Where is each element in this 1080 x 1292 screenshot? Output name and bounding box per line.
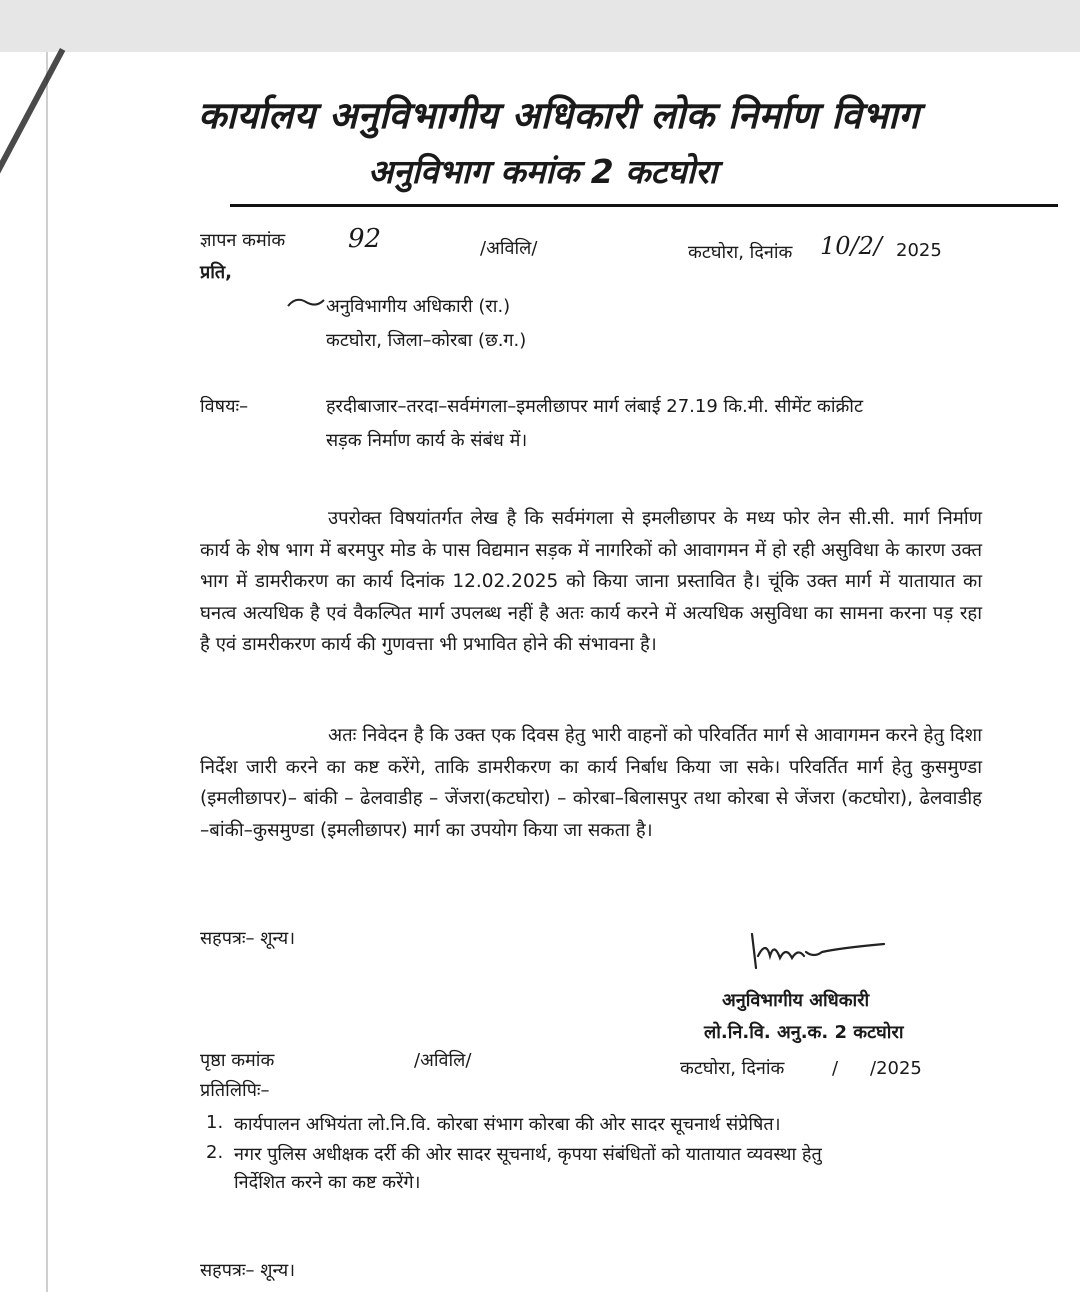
subject-line-2: सड़क निर्माण कार्य के संबंध में।: [326, 430, 528, 451]
copy-item-2-text-line-2: निर्देशित करने का कष्ट करेंगे।: [234, 1172, 421, 1193]
header-rule: [230, 204, 1058, 207]
office-subheading: अनुविभाग कमांक 2 कटघोरा: [368, 152, 718, 191]
memo-date-handwritten: 10/2/: [820, 232, 882, 260]
endorsement-date-blank: /: [832, 1058, 839, 1079]
endorsement-label: पृष्ठा कमांक: [200, 1050, 275, 1071]
copy-item-1-number: 1.: [206, 1112, 224, 1133]
recipient-line-1: अनुविभागीय अधिकारी (रा.): [326, 296, 511, 317]
copy-item-2-number: 2.: [206, 1142, 224, 1163]
office-heading: कार्यालय अनुविभागीय अधिकारी लोक निर्माण विभाग: [198, 94, 920, 137]
copy-item-2-text-line-1: नगर पुलिस अधीक्षक दर्री की ओर सादर सूचनार्थ, कृपया संबंधितों को यातायात व्यवस्था हेतु: [234, 1144, 822, 1165]
body-paragraph-1: उपरोक्त विषयांतर्गत लेख है कि सर्वमंगला से इमलीछापर के मध्य फोर लेन सी.सी. मार्ग निर्माण कार्य के शेष भाग में बरमपुर मोड के पास विद्यमान सड़क में नागरिकों को आवागमन में हो रही असुविधा के कारण उक्त भाग में डामरीकरण का कार्य दिनांक 12.02.2025 को किया जाना प्रस्तावित है। चूंकि उक्त मार्ग में यातायात का घनत्व अत्यधिक है एवं वैकल्पित मार्ग उपलब्ध नहीं है अतः कार्य करने में अत्यधिक असुविधा का सामना करना पड़ रहा है एवं डामरीकरण कार्य की गुणवत्ता भी प्रभावित होने की संभावना है।: [200, 508, 982, 655]
copy-label: प्रतिलिपिः–: [200, 1080, 270, 1101]
copy-item-1-text: कार्यपालन अभियंता लो.नि.वि. कोरबा संभाग कोरबा की ओर सादर सूचनार्थ संप्रेषित।: [234, 1114, 781, 1135]
viewer-top-bar: [0, 0, 1080, 52]
enclosure-2: सहपत्रः– शून्य।: [200, 1260, 296, 1281]
subject-line-1: हरदीबाजार–तरदा–सर्वमंगला–इमलीछापर मार्ग लंबाई 27.19 कि.मी. सीमेंट कांक्रीट: [326, 396, 864, 417]
scan-page-edge: [46, 52, 48, 1292]
memo-year: 2025: [896, 240, 942, 261]
prati-label: प्रति,: [200, 262, 233, 283]
enclosure-1: सहपत्रः– शून्य।: [200, 928, 296, 949]
memo-label: ज्ञापन कमांक: [200, 230, 286, 251]
signature-scribble: [740, 928, 890, 978]
memo-place-date-label: कटघोरा, दिनांक: [688, 242, 793, 263]
memo-code: /अविलि/: [480, 238, 538, 259]
body-paragraph-2: अतः निवेदन है कि उक्त एक दिवस हेतु भारी वाहनों को परिवर्तित मार्ग से आवागमन करने हेतु दिशा निर्देश जारी करने का कष्ट करेंगे, ताकि डामरीकरण का कार्य निर्बाध किया जा सके। परिवर्तित मार्ग हेतु कुसमुण्डा (इमलीछापर)– बांकी – ढेलवाडीह – जेंजरा(कटघोरा) – कोरबा–बिलासपुर तथा कोरबा से जेंजरा (कटघोरा), ढेलवाडीह –बांकी–कुसमुण्डा (इमलीछापर) मार्ग का उपयोग किया जा सकता है।: [200, 725, 982, 841]
signatory-office: लो.नि.वि. अनु.क. 2 कटघोरा: [704, 1022, 904, 1043]
signatory-designation: अनुविभागीय अधिकारी: [722, 990, 870, 1011]
scan-fold-line: [0, 48, 65, 280]
subject-label: विषयः–: [200, 396, 249, 417]
endorsement-year: /2025: [870, 1058, 922, 1079]
endorsement-code: /अविलि/: [414, 1050, 472, 1071]
recipient-line-2: कटघोरा, जिला–कोरबा (छ.ग.): [326, 330, 527, 351]
endorsement-place-date-label: कटघोरा, दिनांक: [680, 1058, 785, 1079]
memo-number: 92: [348, 224, 382, 254]
handwritten-tick-mark: [286, 294, 326, 310]
